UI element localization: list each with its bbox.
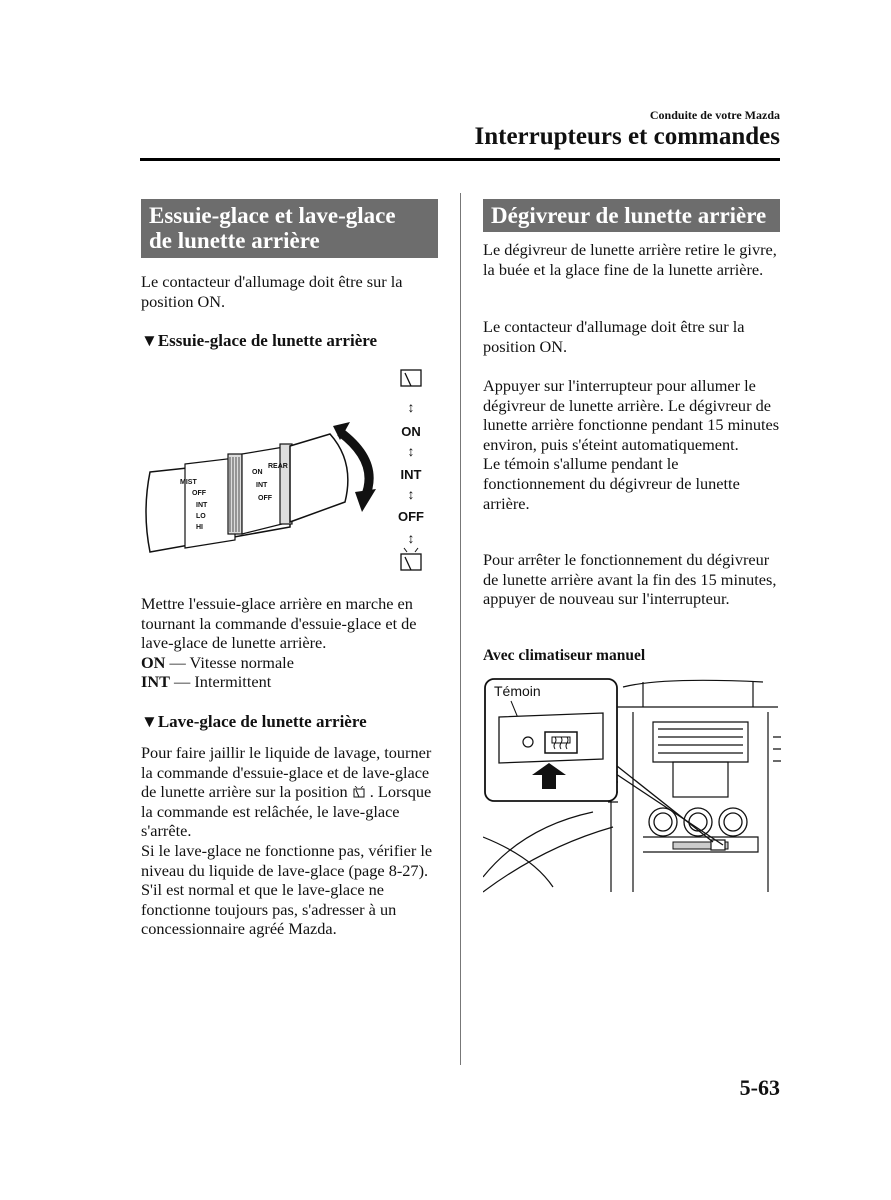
- svg-text:↕: ↕: [407, 530, 415, 546]
- left-p2: [141, 743, 441, 841]
- subheading-rear-wiper: ▼Essuie-glace de lunette arrière: [141, 331, 378, 350]
- section-title: Interrupteurs et commandes: [474, 123, 780, 150]
- column-divider: [460, 193, 461, 1065]
- indicator-callout-label: Témoin: [494, 683, 541, 699]
- on-key: ON: [141, 652, 166, 672]
- left-heading-line1: Essuie-glace et lave-glace: [149, 203, 396, 228]
- left-heading-line2: de lunette arrière: [149, 228, 320, 253]
- ring-label-on: ON: [252, 469, 263, 476]
- left-p3: Si le lave-glace ne fonctionne pas, vérifier le niveau du liquide de lave-glace (page 8-27). S'il est normal et que le lave-glace ne fonctionne toujours pas, s'adresser à un concessionnaire agréé Mazda.: [141, 840, 433, 939]
- right-p3: Appuyer sur l'interrupteur pour allumer le dégivreur de lunette arrière. Le dégivreur de lunette arrière fonctionne pendant 15 minutes environ, puis s'éteint automatiquement.: [483, 376, 780, 454]
- washer-icon: [401, 548, 421, 570]
- dashboard-figure: [483, 677, 783, 897]
- right-body-3: [483, 376, 783, 513]
- ring-label-int: INT: [256, 482, 268, 489]
- int-desc: — Intermittent: [169, 672, 272, 692]
- position-int: INT: [400, 467, 422, 482]
- int-key: INT: [141, 672, 170, 692]
- position-off: OFF: [398, 509, 424, 524]
- left-p2-before: Pour faire jaillir le liquide de lavage, tourner la commande d'essuie-glace et de lave-glace de lunette arrière sur la position: [141, 743, 432, 802]
- right-p2: Le contacteur d'allumage doit être sur la position ON.: [483, 317, 745, 356]
- wiper-stalk-figure: [140, 362, 440, 580]
- on-desc: — Vitesse normale: [165, 652, 294, 672]
- ring-label-off: OFF: [258, 495, 272, 502]
- stalk-label-int: INT: [196, 502, 208, 509]
- stalk-label-mist: MIST: [180, 479, 197, 486]
- left-heading: [141, 199, 438, 258]
- right-p5: Pour arrêter le fonctionnement du dégivreur de lunette arrière avant la fin des 15 minutes, appuyer de nouveau sur l'interrupteur.: [483, 550, 777, 609]
- left-p2-after: . Lorsque la commande est relâchée, le lave-glace s'arrête.: [141, 782, 432, 841]
- wiper-icon: [401, 370, 421, 386]
- stalk-label-lo: LO: [196, 513, 206, 520]
- chapter-title: Conduite de votre Mazda: [649, 108, 780, 122]
- stalk-label-hi: HI: [196, 524, 203, 531]
- right-p4: Le témoin s'allume pendant le fonctionnement du dégivreur de lunette arrière.: [483, 454, 740, 513]
- right-p1: Le dégivreur de lunette arrière retire le givre, la buée et la glace fine de la lunette arrière.: [483, 240, 777, 279]
- left-intro: Le contacteur d'allumage doit être sur la position ON.: [141, 272, 403, 311]
- on-line: [141, 653, 441, 673]
- ring-tag-rear: REAR: [268, 463, 288, 470]
- position-on: ON: [401, 424, 421, 439]
- header-rule: [140, 158, 780, 161]
- subheading-manual-ac: Avec climatiseur manuel: [483, 647, 646, 664]
- left-body-2: [141, 743, 441, 939]
- svg-text:↕: ↕: [407, 443, 415, 459]
- indicator-light: [523, 737, 533, 747]
- rear-defroster-button[interactable]: [545, 732, 577, 753]
- left-p1: Mettre l'essuie-glace arrière en marche en tournant la commande d'essuie-glace et de lave-glace de lunette arrière.: [141, 594, 417, 653]
- right-heading: Dégivreur de lunette arrière: [483, 199, 780, 232]
- int-line: [141, 672, 441, 692]
- svg-text:↕: ↕: [407, 399, 415, 415]
- left-body-1: [141, 594, 441, 692]
- subheading-rear-washer: ▼Lave-glace de lunette arrière: [141, 712, 367, 731]
- page-number: 5-63: [739, 1075, 780, 1100]
- svg-text:↕: ↕: [407, 486, 415, 502]
- washer-inline-icon: [352, 786, 366, 798]
- stalk-label-off: OFF: [192, 490, 206, 497]
